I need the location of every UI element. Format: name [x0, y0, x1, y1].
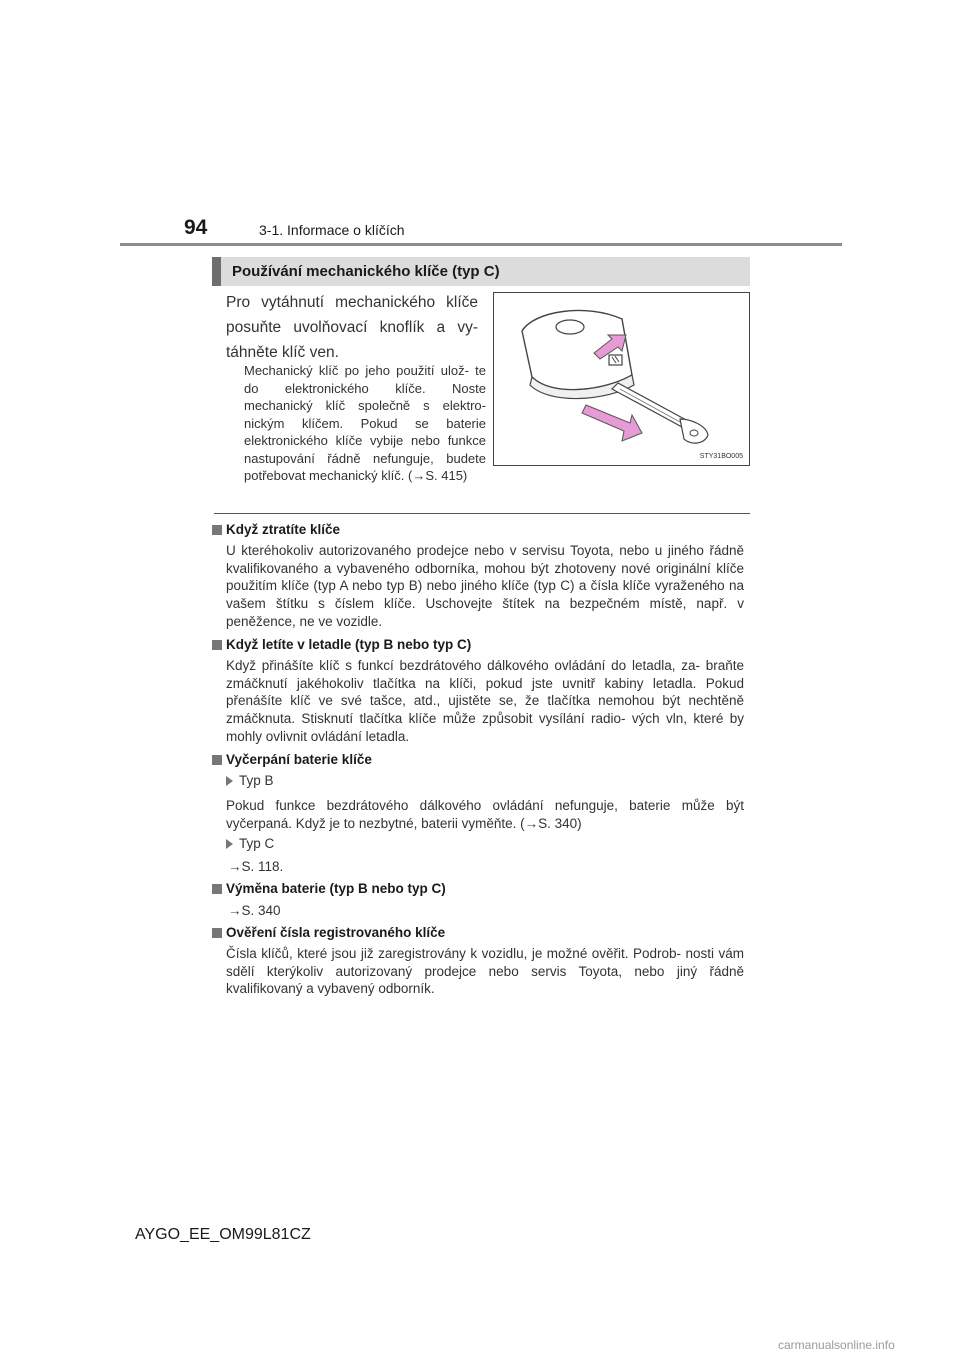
chapter-title: 3-1. Informace o klíčích	[259, 222, 405, 238]
subitem-type-c-ref: →S. 118.	[228, 859, 284, 874]
item-title: Ověření čísla registrovaného klíče	[226, 925, 446, 940]
item-lost-keys-heading	[212, 522, 340, 537]
triangle-bullet-icon	[226, 839, 233, 849]
item-battery-depletion-heading	[212, 752, 372, 767]
item-title: Když letíte v letadle (typ B nebo typ C)	[226, 637, 472, 652]
intro-note: Mechanický klíč po jeho použití ulož- te do elektronického klíče. Noste mechanický klíč společně s elektro- nickým klíčem. Pokud se baterie elektronického klíče vybije nebo funkce nastupování řádně nefunguje, budete potřebovat mechanický klíč. (→S. 415)	[244, 363, 486, 483]
subitem-label: Typ B	[239, 773, 274, 788]
document-code: AYGO_EE_OM99L81CZ	[135, 1226, 311, 1243]
item-lost-keys-text: U kteréhokoliv autorizovaného prodejce nebo v servisu Toyota, nebo u jiného řádně kvalifikovaného a vybaveného odborníka, mohou být zhotoveny nové originální klíče použitím klíče (typ A nebo typ B) nebo jiného klíče (typ C) a čísla klíče vyraženého na vašem štítku s číslem klíče. Uschovejte štítek na bezpečném místě, např. v peněžence, ne ve vozidle.	[226, 543, 744, 629]
item-title: Výměna baterie (typ B nebo typ C)	[226, 881, 446, 896]
item-title: Když ztratíte klíče	[226, 522, 341, 537]
intro-instruction: Pro vytáhnutí mechanického klíče posuňte uvolňovací knoflík a vy- táhněte klíč ven.	[226, 294, 478, 361]
square-bullet-icon	[212, 525, 222, 535]
item-title: Vyčerpání baterie klíče	[226, 752, 372, 767]
subitem-type-b-text: Pokud funkce bezdrátového dálkového ovládání nefunguje, baterie může být vyčerpaná. Když je to nezbytné, baterii vyměňte. (→S. 340)	[226, 798, 744, 831]
item-battery-replacement-heading	[212, 881, 446, 896]
subitem-type-c	[226, 836, 274, 851]
item-airplane-heading	[212, 637, 471, 652]
square-bullet-icon	[212, 928, 222, 938]
item-key-number-text: Čísla klíčů, které jsou již zaregistrovány k vozidlu, je možné ověřit. Podrob- nosti vám sdělí kterýkoliv autorizovaný prodejce nebo servis Toyota, nebo jiný řádně kvalifikovaný a vybavený odborník.	[226, 946, 744, 997]
watermark: carmanualsonline.info	[778, 1338, 895, 1352]
key-illustration	[493, 292, 750, 466]
square-bullet-icon	[212, 884, 222, 894]
header-divider	[120, 243, 842, 246]
section-divider	[214, 513, 750, 514]
item-key-number-heading	[212, 925, 445, 940]
triangle-bullet-icon	[226, 776, 233, 786]
item-airplane-text: Když přinášíte klíč s funkcí bezdrátového dálkového ovládání do letadla, za- braňte zmáčknutí jakéhokoliv tlačítka na klíči, pokud jste uvnitř kabiny letadla. Pokud přenášíte klíč ve své tašce, atd., ujistěte se, že tlačítka nemohou být nechtěně zmáčknuta. Stisknutí tlačítka klíče může způsobit vysílání radio- vých vln, které by mohly ovlivnit ovládání letadla.	[226, 658, 744, 744]
square-bullet-icon	[212, 640, 222, 650]
section-title: Používání mechanického klíče (typ C)	[232, 263, 500, 280]
section-header	[212, 257, 750, 286]
square-bullet-icon	[212, 755, 222, 765]
subitem-type-b	[226, 773, 274, 788]
mechanical-key-drawing	[494, 293, 749, 465]
item-battery-replacement-ref: →S. 340	[228, 903, 281, 918]
figure-code: STY31BO005	[699, 453, 743, 460]
page-number: 94	[184, 216, 208, 239]
subitem-label: Typ C	[239, 836, 275, 851]
